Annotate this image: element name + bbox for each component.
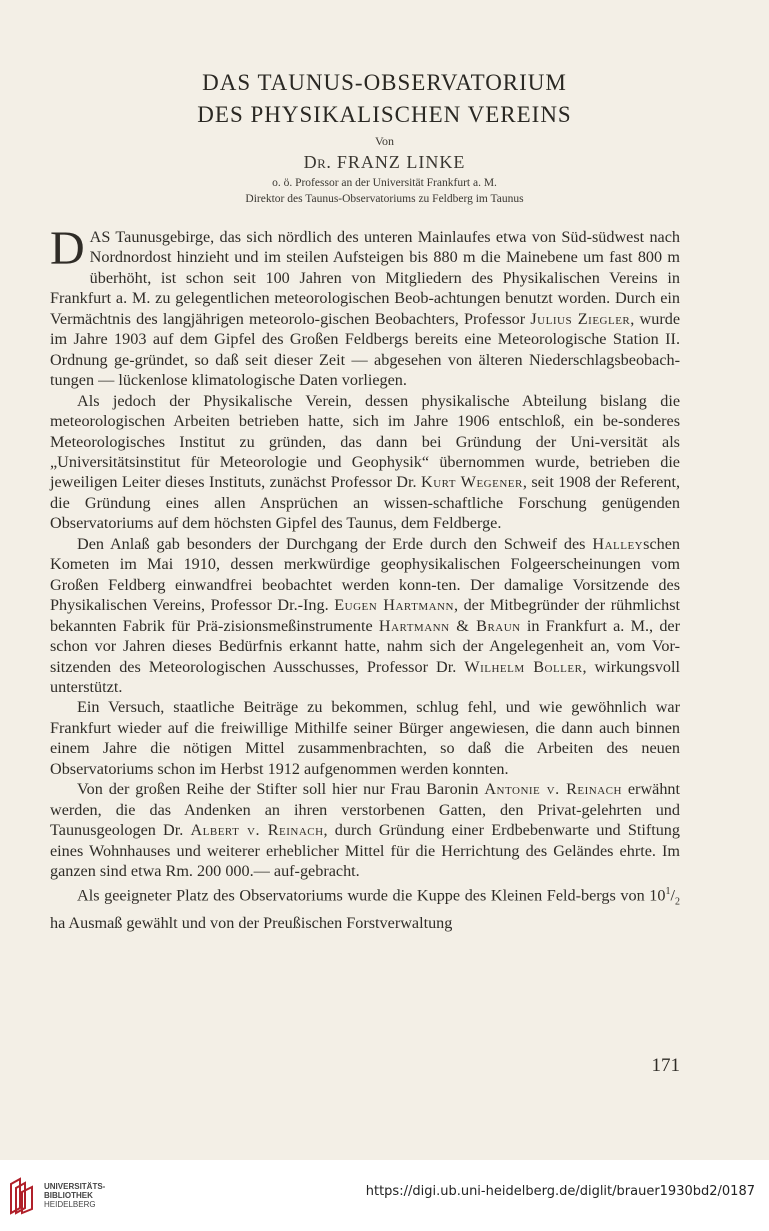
paragraph-5 [50,779,680,881]
paragraph-3-text-b: schen Kometen im Mai 1910, dessen merkwürdige geophysikalischen Folgeerscheinungen vom Großen Feldberg einwandfrei beobachtet werden konn-ten. Der damalige Vorsitzende des Physikalischen Vereins, Professor Dr.-Ing. [50,534,680,615]
library-logo-icon[interactable] [8,1176,36,1216]
title-line-2: DES PHYSIKALISCHEN VEREINS [197,102,572,127]
footer-bar [0,1160,769,1231]
fraction-denominator: 2 [675,896,680,908]
source-url-link[interactable]: https://digi.ub.uni-heidelberg.de/diglit/brauer1930bd2/0187 [365,1184,755,1199]
paragraph-6: Als geeigneter Platz des Observatoriums wurde die Kuppe des Kleinen Feld-bergs von $10^1/_2$ ha Ausmaß gewählt und von der Preußischen Forstverwaltung [50,885,680,932]
paragraph-1-text-a: AS Taunusgebirge, das sich nördlich des unteren Mainlaufes etwa von Süd-südwest nach Nordnordost hinzieht und im steilen Aufsteigen bis 880 m die Mainebene um fast 800 m überhöht, ist schon seit 100 Jahren von Mitgliedern des Physikalischen Vereins in Frankfurt a. M. zu gelegentlichen meteorologischen Beob-achtungen benutzt worden. Durch ein Vermächtnis des langjährigen meteorolo-gischen Beobachters, Professor [50,228,680,328]
paragraph-2-text-a: Als jedoch der Physikalische Verein, dessen physikalische Abteilung bislang die meteorologischen Arbeiten betrieben hatte, sich im Jahre 1906 entschloß, ein be-sonderes Meteorologisches Institut zu gründen, das dann bei Gründung der Uni-versität als „Universitätsinstitut für Meteorologie und Geophysik“ übernommen wurde, betrieben die jeweiligen Leiter dieses Instituts, zunächst Professor Dr. [50,391,680,492]
paragraph-1-text-b: , wurde im Jahre 1903 auf dem Gipfel des Großen Feldbergs bereits eine Meteorologische Station II. Ordnung ge-gründet, so daß seit dieser Zeit — abgesehen von älteren Niederschlagsbeobach-tungen — lückenlose klimatologische Daten vorliegen. [50,309,680,390]
drop-cap: D [50,222,85,275]
paragraph-1 [50,222,680,391]
affiliation-2: Direktor des Taunus-Observatoriums zu Feldberg im Taunus [245,193,524,205]
page-number: 171 [651,1055,680,1076]
paragraph-2 [50,391,680,534]
paragraph-3-text-a: Den Anlaß gab besonders der Durchgang der Erde durch den Schweif des [77,534,593,553]
library-name-line-3: HEIDELBERG [44,1200,96,1209]
name-boller: Wilhelm Boller [464,657,583,676]
paragraph-3-text-d: in Frankfurt a. M., der schon vor Jahren dieses Bedürfnis erkannt hatte, nahm sich der Angelegenheit an, vom Vor-sitzenden des Meteorologischen Ausschusses, Professor Dr. [50,616,681,676]
paragraph-4: Ein Versuch, staatliche Beiträge zu bekommen, schlug fehl, und wie gewöhnlich war Frankfurt wieder auf die freiwillige Mithilfe seiner Bürger angewiesen, die dann auch binnen einem Jahre die nötigen Mittel zusammenbrachten, so daß die Arbeiten des neuen Observatoriums schon im Herbst 1912 aufgenommen werden konnten. [50,698,680,778]
name-antonie-reinach: Antonie v. Reinach [484,780,622,799]
name-hartmann: Eugen Hartmann [334,596,454,615]
library-name-line-2: BIBLIOTHEK [44,1191,93,1200]
name-hartmann-braun: Hartmann & Braun [378,616,521,635]
paragraph-3-text-c: , der Mitbegründer der rühmlichst bekannten Fabrik für Prä-zisionsmeßinstrumente [50,596,680,635]
author-prefix: Dr. [303,152,332,172]
author-surname: FRANZ LINKE [336,152,466,172]
fraction-numerator: 1 [665,885,671,897]
body-text [50,222,681,933]
paragraph-6-text-a: Als geeigneter Platz des Observatoriums wurde die Kuppe des Kleinen Feld-bergs von 10 [77,885,666,904]
paragraph-5-text-c: , durch Gründung einer Erdbebenwarte und Stiftung eines Wohnhauses und weiterer erheblicher Mittel für die Herrichtung des Geländes ehrte. Im ganzen sind etwa Rm. 200 000.— auf-gebracht. [50,821,680,881]
paragraph-6-text-b: ha Ausmaß gewählt und von der Preußischen Forstverwaltung [50,913,453,932]
paragraph-2-text-b: , seit 1908 der Referent, die Gründung eines allen Ansprüchen an wissen-schaftliche Forschung genügenden Observatoriums auf dem höchsten Gipfel des Taunus, dem Feldberge. [50,473,680,533]
name-ziegler: Julius Ziegler [530,309,631,328]
paragraph-5-text-b: erwähnt werden, die das Andenken an ihren verstorbenen Gatten, den Privat-gelehrten und Taunusgeologen Dr. [50,780,681,840]
name-halley: Halley [592,534,644,553]
author-name [0,152,769,173]
library-name[interactable] [44,1182,105,1209]
affiliation-1: o. ö. Professor an der Universität Frankfurt a. M. [272,177,497,189]
name-wegener: Kurt Wegener [421,473,523,492]
title-line-1: DAS TAUNUS-OBSERVATORIUM [202,70,567,95]
library-name-line-1: UNIVERSITÄTS- [44,1182,106,1191]
paragraph-3 [50,534,680,698]
paragraph-5-text-a: Von der großen Reihe der Stifter soll hier nur Frau Baronin [77,780,485,799]
paragraph-3-text-e: , wirkungsvoll unterstützt. [50,657,680,696]
name-albert-reinach: Albert v. Reinach [190,821,324,840]
von-label: Von [374,134,395,148]
